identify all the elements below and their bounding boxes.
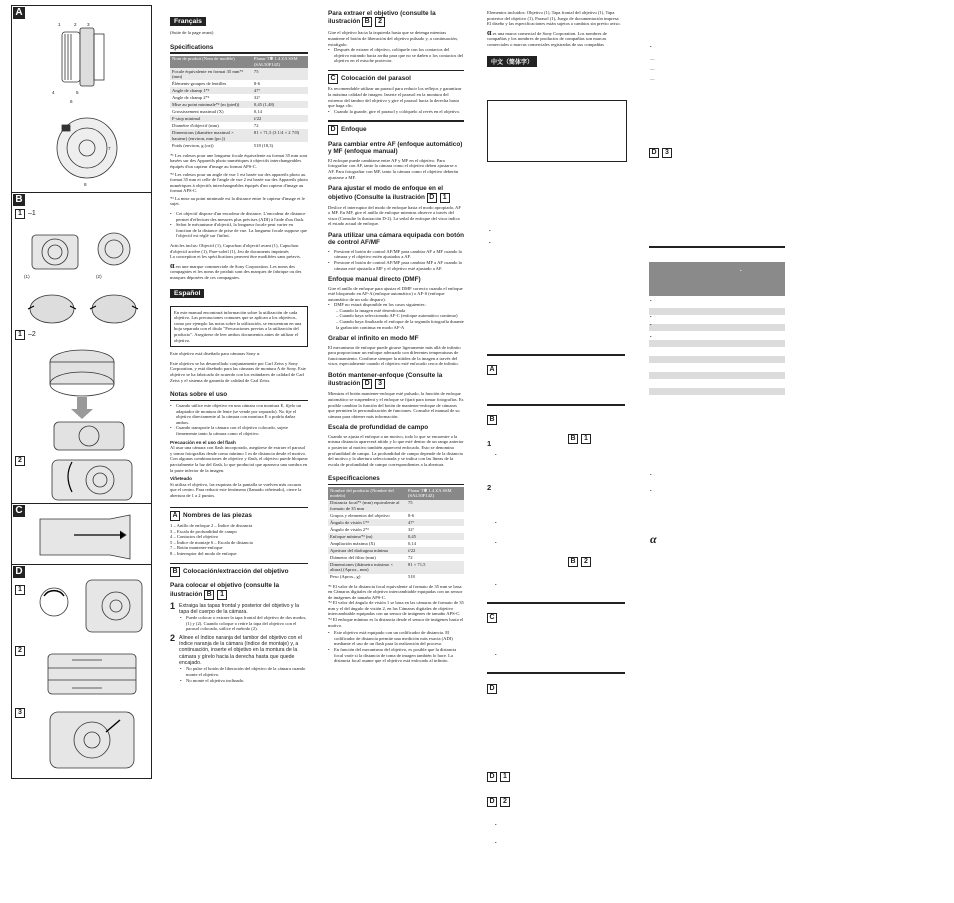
footnote-3-es: *³ El enfoque mínimo es la distancia desde el sensor de imágenes hasta el motivo. xyxy=(328,617,464,628)
step1-text: Extraiga las tapas frontal y posterior del objetivo y la tapa del cuerpo de la cámara. xyxy=(179,602,299,615)
spec-table-fr: Nom de produit (Nom de modèle) Planar T✽ 1.4 ZA SSM (SAL50F14Z) Focale équivalente en format 35 mm*¹ (mm) 75 Éléments-groupes de lentilles 8-6 Angle de champ 1*² 47° Angle de champ 2*² 32° Mise au point minimale*³ (m (pied)) 0,45 (1,48) Grossissement maximal (X) 0,14 F-stop minimal f/22 Diamètre d'objectif (mm) 72 Dimensions (diamètre maximal × hauteur) (environ, mm (po.)) 81 × 71,5 (3 1/4 × 2 7/8) Poids (environ, g (oz)) 518 (18,3) xyxy=(170,56,308,149)
alpha-logo-cn: α xyxy=(650,532,657,546)
ref-box: D xyxy=(649,148,659,158)
remove-title-es: Para extraer el objetivo (consulte la ilustración xyxy=(328,10,436,26)
bullet-mark: • xyxy=(495,520,497,525)
attach-title-es: Para colocar el objetivo (consulte la ilustración xyxy=(170,582,280,598)
bullet-mark: • xyxy=(650,488,652,493)
parts-title-es: Nombres de las piezas xyxy=(183,512,252,520)
footnote-2-es: *² El valor del ángulo de visión 1 se basa en las cámaras de formato de 35 mm y el del ángulo de visión 2, en las Cámaras digitales de objetivo intercambiable equipadas con un sensor de imágenes de tamaño APS-C. xyxy=(328,600,464,617)
bullet-mark: • xyxy=(495,652,497,657)
vign-text-es: Si utiliza el objetivo, las esquinas de la pantalla se vuelven más oscuras que el centro. Para reducir este fenómeno (llamado viñeteado), cierre la abertura de 1 a 2 puntos. xyxy=(170,481,302,498)
part-line: 1 – Anillo de enfoque 2 – Índice de distancia xyxy=(170,523,253,529)
section-a-box-es: A xyxy=(170,511,180,521)
mode-title-es: Para ajustar el modo de enfoque en el objetivo (Consulte la ilustración xyxy=(328,185,444,201)
footnote-1-es: *¹ El valor de la distancia focal equivalente al formato de 35 mm se basa en Cámaras digitales de objetivo intercambiable equipadas con un sensor de imágenes de tamaño APS-C. xyxy=(328,583,463,600)
bullet-mark: • xyxy=(650,472,652,477)
spec-title-es: Especificaciones xyxy=(328,475,380,483)
ref-box: B xyxy=(568,557,578,567)
design-fr: La conception et les spécifications peuvent être modifiées sans préavis. xyxy=(170,254,301,260)
lens-cap-diagram xyxy=(24,221,144,331)
dmf-item-es: • DMF no estará disponible en los casos siguientes: xyxy=(334,302,464,308)
figure-d1-label: 1 xyxy=(15,585,25,595)
flash-text-es: Al usar una cámara con flash incorporado, asegúrese de extraer el parasol y tomar fotografías desde como mínimo 1 m de distancia desde el motivo. Con algunas combinaciones de objetivo y flash, el objetivo puede bloquear parcialmente la luz del flash, lo que producirá que aparezca una sombra en la parte inferior de la imagen. xyxy=(170,445,308,473)
cn-section-d: D xyxy=(487,684,497,694)
bullet-mark: • xyxy=(650,298,652,303)
spec-table-header-cn xyxy=(649,262,785,296)
lens-mount-diagram xyxy=(32,342,142,452)
col5-ref-d3: 3 xyxy=(662,148,672,158)
bullet-mark: • xyxy=(495,840,497,845)
callout-5: 5 xyxy=(76,90,79,95)
figure-b1-sub2: (2) xyxy=(96,274,102,279)
flash-title-es: Precaución en el uso del flash xyxy=(170,439,236,445)
notice-box-es: En este manual encontrará información sobre la utilización de cada objetivo. Las precauciones comunes que se aplican a los objetivos, como por ejemplo las notas sobre la utilización, se encuentran en una hoja separada con el título "Precauciones previas a la utilización del producto". Asegúrese de leer ambos documentos antes de utilizar el objetivo. xyxy=(170,306,308,348)
hold-text-es: Mientras el botón mantener-enfoque esté pulsado, la función de enfoque automático se suspenderá y el enfoque se fijará para tomar fotografías. Es posible cambiar la función del botón de mantener-enfoque de cámaras que permiten la personalización de funciones. Consulte el manual de su cámara para obtener más información. xyxy=(328,391,464,419)
dash-mark: — xyxy=(650,76,655,81)
lang-tag-spanish: Español xyxy=(170,289,204,298)
footnote-2-fr: *² Les valeurs pour un angle de vue 1 est basée sur des appareils photo au format 35 mm et celle de l'angle de vue 2 est basée sur des Appareils photo numériques à objectifs interchangeables équipés d'un capteur d'image au format APS-C. xyxy=(170,171,308,194)
cn-section-c: C xyxy=(487,613,497,623)
cn-section-a: A xyxy=(487,365,497,375)
part-line: 8 – Interruptor del modo de enfoque xyxy=(170,551,237,556)
hood-diagram xyxy=(34,511,144,566)
step1-num: 1 xyxy=(170,600,176,611)
mode-text-es: Deslice el interruptor del modo de enfoque hasta el modo apropiado, AF o MF. En MF, gire el anillo de enfoque mientras observe a través del visor (Consulte la ilustración D-2). La señal de enfoque del visor indica el estado actual de enfoque. xyxy=(328,204,461,227)
intro2-es: Este objetivo se ha desarrollado conjuntamente por Carl Zeiss y Sony Corporation, y está diseñado para las cámaras de montura A de Sony. Este objetivo se ha fabricado de acuerdo con los estándares de calidad de Carl Zeiss y el sistema de garantía de calidad de Carl Zeiss. xyxy=(170,360,306,383)
lang-tag-french: Français xyxy=(170,17,206,26)
figure-label-d: D xyxy=(13,566,25,578)
dof-text-es: Cuando se ajusta el enfoque a un motivo, todo lo que se encuentre a la misma distancia aparecerá nítido y lo que esté dentro de un rango anterior o posterior al motivo también aparecerá enfocado. Esto se denomina profundidad de campo. La profundidad de campo depende de la distancia del motivo y la abertura seleccionada y se indica con las líneas de la escala de profundidad de campo correspondientes a la abertura. xyxy=(328,433,464,467)
ref-box: B xyxy=(362,17,372,27)
cn-ref-d1: 1 xyxy=(500,772,510,782)
mount-title-es: Colocación/extracción del objetivo xyxy=(183,568,289,576)
section-d-box-es: D xyxy=(328,125,338,135)
figure-d2-label: 2 xyxy=(15,646,25,656)
dmf-title-es: Enfoque manual directo (DMF) xyxy=(328,276,421,284)
callout-8: 8 xyxy=(84,182,87,187)
step1-sub: • Puede colocar o extraer la tapa frontal del objetivo de dos modos, (1) y (2). Cuando coloque o retire la tapa del objetivo con el parasol colocado, utilice el método (2). xyxy=(186,615,308,632)
bullet-mark: • xyxy=(650,322,652,327)
intro1-es: Este objetivo está diseñado para cámaras Sony α. xyxy=(170,351,261,357)
ref-box: B xyxy=(568,434,578,444)
step2-num: 2 xyxy=(170,632,176,643)
step2-text: Alinee el índice naranja del tambor del objetivo con el índice naranja de la cámara (índice de montaje) y, a continuación, inserte el objetivo en la montura de la cámara y gírelo hacia la derecha hasta que quede encajado. xyxy=(179,634,302,667)
figure-b1-dash: –1 xyxy=(28,210,36,217)
ref-box: B xyxy=(204,590,214,600)
bullet-mark: • xyxy=(495,582,497,587)
contents-es: Elementos incluidos: Objetivo (1), Tapa frontal del objetivo (1), Tapa posterior del objetivo (1), Parasol (1), Juego de documentación impresa xyxy=(487,10,619,21)
figure-label-b: B xyxy=(13,194,25,206)
section-b-box-es: B xyxy=(170,567,180,577)
callout-2: 2 xyxy=(74,22,77,27)
column-chinese xyxy=(487,10,625,69)
lens-diagram-a xyxy=(32,20,132,190)
notes-title-es: Notas sobre el uso xyxy=(170,391,228,399)
dmf-item-es: – Cuando haya seleccionado AF-C (enfoque automático continuo) xyxy=(336,313,458,319)
remove-sub-es: • Después de extraer el objetivo, colóquele con los contactos del objetivo mirando hacia arriba para que no se dañen o los contactos del objetivo en el estuche protector. xyxy=(334,47,464,64)
footnote-3-fr: *³ La mise au point minimale est la distance entre le capteur d'image et le sujet. xyxy=(170,195,305,207)
cn-ref-d2: 2 xyxy=(500,797,510,807)
callout-4: 4 xyxy=(52,90,55,95)
ref-box: D xyxy=(487,772,497,782)
button-title-es: Para utilizar una cámara equipada con botón de control AF/MF xyxy=(328,231,465,247)
bullet-mark: • xyxy=(495,540,497,545)
column-french-spanish xyxy=(170,10,308,683)
cn-step-2: 2 xyxy=(487,483,492,492)
button-item-es: • Presione el botón de control AF/MF para cambiar AF a MF cuando la cámara y el objetivo estén ajustados a AF. xyxy=(334,249,464,260)
figure-d3-label: 3 xyxy=(15,708,25,718)
ref-box: D xyxy=(427,193,437,203)
bullet-mark: • xyxy=(650,44,652,49)
dmf-text-es: Gire el anillo de enfoque para ajustar el DMF correcto cuando el enfoque esté bloqueado en AF-A (enfoque automático) o AF-S (enfoque automático de un solo disparo). xyxy=(328,285,463,302)
continued-note: (Suite de la page avant) xyxy=(170,30,214,35)
trademark-es: es una marca comercial de Sony Corporation. Los nombres de compañías y los nombres de productos de compañías son marcas comerciales o marcas comerciales registradas de sus compañías xyxy=(487,30,607,47)
figure-b1-sub1: (1) xyxy=(24,274,30,279)
callout-1: 1 xyxy=(58,22,61,27)
bullet-mark: • xyxy=(650,334,652,339)
bullet-focal-es: • En función del mecanismo del objetivo, es posible que la distancia focal varíe si la distancia de toma de imagen también lo hace. La distancia focal asume que el objetivo está enfocado al infinito. xyxy=(334,647,464,664)
part-line: 5 – Índice de montaje 6 – Escala de distancia xyxy=(170,539,253,545)
afmf-text-es: El enfoque puede cambiarse entre AF y MF en el objetivo. Para fotografiar con AF, tanto la cámara como el objetivo deben ajustarse a AF. Para fotografiar con MF, tanto la cámara como el objetivo deberán ajustarse a MF. xyxy=(328,157,459,180)
button-item-es: • Presione el botón de control AF/MF para cambiar MF a AF cuando la cámara esté ajustada a MF y el objetivo esté ajustado a AF. xyxy=(334,260,464,271)
vign-title-es: Viñeteado xyxy=(170,476,192,482)
bullet-mark: • xyxy=(495,452,497,457)
dash-mark: — xyxy=(650,66,655,71)
hood-sub-es: • Cuando la guarde, gire el parasol y colóquelo al revés en el objetivo. xyxy=(334,109,464,115)
bullet-encoder-es: • Este objetivo está equipado con un codificador de distancia. El codificador de distancia permite una medición más exacta (ADI) mediante el uso de un flash para la realización del proceso. xyxy=(334,630,464,647)
figure-b2-label: 2 xyxy=(15,456,25,466)
part-line: 3 – Escala de profundidad de campo xyxy=(170,528,237,534)
cn-section-b: B xyxy=(487,415,497,425)
mode-ref-es: 1 xyxy=(440,193,450,203)
callout-3: 3 xyxy=(87,22,90,27)
ref-box: D xyxy=(362,379,372,389)
bullet-mark: • xyxy=(495,822,497,827)
alpha-logo-fr: α xyxy=(170,260,175,270)
step2-sub: • No monte el objetivo inclinado. xyxy=(186,678,308,684)
bullet-focal-fr: • Selon le mécanisme d'objectif, la longueur focale peut varier en fonction de la distance de prise de vue. La longueur focale suppose que l'objectif est réglé sur l'infini. xyxy=(176,222,308,239)
cn-ref-b1: 1 xyxy=(581,434,591,444)
column-spanish-2 xyxy=(328,10,464,664)
dof-title-es: Escala de profundidad de campo xyxy=(328,424,429,432)
remove-text-es: Gire el objetivo hacia la izquierda hasta que se detenga mientras mantiene el botón de liberación del objetivo pulsado y, a continuación, extráigalo. xyxy=(328,30,458,47)
ref-box: D xyxy=(487,797,497,807)
inf-title-es: Grabar el infinito en modo MF xyxy=(328,335,419,343)
hood-title-es: Colocación del parasol xyxy=(341,75,411,83)
focus-title-es: Enfoque xyxy=(341,125,367,133)
dash-mark: — xyxy=(650,56,655,61)
hood-text-es: Es recomendable utilizar un parasol para reducir los reflejos y garantizar la máxima calidad de imagen. Inserte el parasol en la montura del extremo del tambor del objetivo y gire el parasol hacia la derecha hasta que haga clic. xyxy=(328,86,462,109)
note-carry-es: • Cuando transporte la cámara con el objetivo colocado, sujete firmemente tanto la cámara como el objetivo. xyxy=(176,425,308,436)
focus-ring-diagram xyxy=(42,644,142,704)
attach-ref-es: 1 xyxy=(217,590,227,600)
lens-remove-diagram xyxy=(42,454,142,504)
step2-sub: • No pulse el botón de liberación del objetivo de la cámara cuando monte el objetivo. xyxy=(186,666,308,677)
figure-b2-dash: –2 xyxy=(28,331,36,338)
design-es: El diseño y las especificaciones están sujetos a cambios sin previo aviso. xyxy=(487,21,621,27)
cn-ref-b2: 2 xyxy=(581,557,591,567)
part-line: 4 – Contactos del objetivo xyxy=(170,534,219,540)
illustration-panel xyxy=(11,5,152,779)
note-emount-es: • Cuando utilice este objetivo en una cámara con montura E, fíjelo un adaptador de montura de lente (se vende por separado). No fije el objetivo directamente al la cámara con montura E o podría dañar ambos. xyxy=(176,403,308,425)
spec-table-es: Nombre del producto (Nombre del modelo) Planar T✽ 1.4 ZA SSM (SAL50F14Z) Distancia focal*¹ (mm) equivalente al formato de 35 mm 75 Grupos y elementos del objetivo 8-6 Ángulo de visión 1*² 47° Ángulo de visión 2*² 32° Enfoque mínimo*³ (m) 0,45 Ampliación máxima (X) 0,14 Apertura del diafragma mínima f/22 Diámetro del filtro (mm) 72 Dimensiones (diámetro máximo × altura) (Aprox., mm) 81 × 71,5 Peso (Aprox., g) 518 xyxy=(328,487,464,580)
bullet-mark: • xyxy=(489,240,491,245)
callout-6: 6 xyxy=(70,99,73,104)
dmf-item-es: – Cuando la imagen esté desenfocada xyxy=(336,307,406,313)
figure-label-a: A xyxy=(13,7,25,19)
contents-fr: Articles inclus: Objectif (1), Capuchon d'objectif avant (1), Capuchon d'objectif arrière (1), Pare-soleil (1), Jeu de documents imprimés xyxy=(170,243,299,254)
dmf-item-es: – Cuando haya finalizado el enfoque de la segunda fotografía durante la grabación continua en modo AF-A xyxy=(336,319,464,330)
figure-b2-box: 1 xyxy=(15,330,25,340)
part-line: 7 – Botón mantener-enfoque xyxy=(170,545,223,551)
callout-7: 7 xyxy=(108,146,111,151)
chinese-notice-box xyxy=(487,100,627,162)
remove-ref-es: 2 xyxy=(375,17,385,27)
bullet-mark: • xyxy=(740,268,742,273)
focus-hold-diagram xyxy=(42,706,142,776)
afmf-title-es: Para cambiar entre AF (enfoque automático) y MF (enfoque manual) xyxy=(328,140,463,156)
spec-title-fr: Spécifications xyxy=(170,43,214,51)
hold-ref-es: 3 xyxy=(375,379,385,389)
alpha-logo-es: α xyxy=(487,27,492,37)
lang-tag-chinese: 中文（简体字） xyxy=(487,56,537,67)
footnote-1-fr: *¹ Les valeurs pour une longueur focale équivalente au format 35 mm sont basées sur des Appareils photo numériques à objectifs interchangeables équipés d'un capteur d'image au format APS-C. xyxy=(170,152,308,169)
trademark-fr: est une marque commerciale de Sony Corporation. Les noms des compagnies et les noms de produit sont des marques de fabrique ou des marques déposées de ces compagnies. xyxy=(170,263,302,280)
figure-b1-box: 1 xyxy=(15,209,25,219)
inf-text-es: El mecanismo de enfoque puede girarse ligeramente más allá de infinito para proporcionar un enfoque adecuado con diferentes temperaturas de funcionamiento. Confirme siempre la nitidez de la imagen a través del visor, especialmente cuando el objetivo esté enfocado cerca de infinito. xyxy=(328,344,461,367)
section-c-box-es: C xyxy=(328,74,338,84)
hold-title-es: Botón mantener-enfoque (Consulte la ilustración xyxy=(328,372,443,388)
bullet-mark: • xyxy=(489,228,491,233)
bullet-mark: • xyxy=(650,314,652,319)
figure-label-c: C xyxy=(13,505,25,517)
bullet-encoder-fr: • Cet objectif dispose d'un encodeur de distance. L'encodeur de distance permet d'effectuer des mesures plus précises (ADI) à l'aide d'un flash. xyxy=(176,211,308,222)
focus-switch-diagram xyxy=(26,574,146,640)
cn-step-1: 1 xyxy=(487,439,492,448)
